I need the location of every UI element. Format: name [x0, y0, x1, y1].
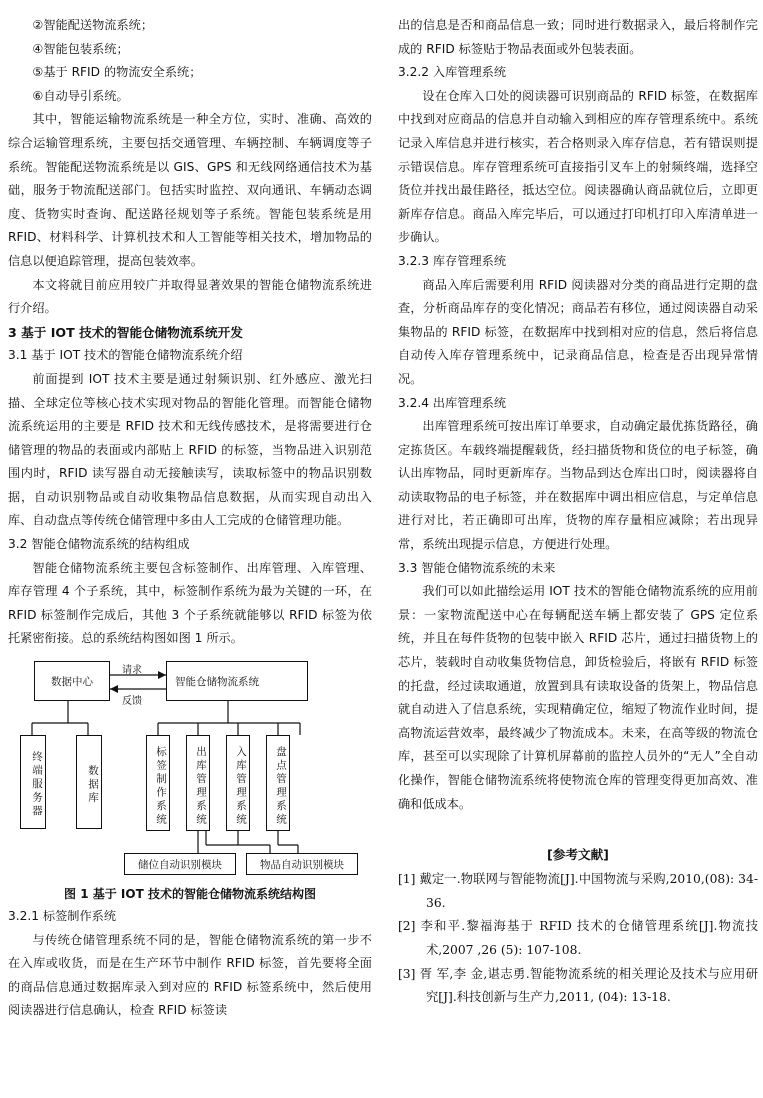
paragraph: 本文将就目前应用较广并取得显著效果的智能仓储物流系统进行介绍。	[8, 277, 372, 316]
paragraph: 设在仓库入口处的阅读器可识别商品的 RFID 标签，在数据库中找到对应商品的信息并自动输入到相应的库存管理系统中。系统记录入库信息并进行核实，若合格则录入库存信息，若有错误则提示错误信息。库存管理系统可直接指引叉车上的射频终端，选择空货位并找出最佳路径，抵达空位。阅读器确认商品就位后，立即更新库存信息。商品入库完毕后，可以通过打印机打印入库清单进一步确认。	[398, 88, 758, 245]
subsection-heading: 3.2 智能仓储物流系统的结构组成	[8, 537, 190, 552]
system-structure-diagram	[8, 659, 372, 881]
inbound-system-box: 入库管理系统	[226, 735, 250, 831]
feedback-label: 反馈	[122, 696, 142, 708]
subsection-heading: 3.1 基于 IOT 技术的智能仓储物流系统介绍	[8, 348, 243, 363]
subsection-heading: 3.3 智能仓储物流系统的未来	[398, 560, 556, 575]
reference-item: [2] 李和平.黎福海基于 RFID 技术的仓储管理系统[J].物流技术,2007 ,26 (5): 107-108.	[398, 919, 758, 957]
paragraph: 与传统仓储管理系统不同的是，智能仓储物流系统的第一步不在入库或收货，而是在生产环节中制作 RFID 标签，首先要将全面的商品信息通过数据库录入到对应的 RFID 标签系统中，然后使用阅读器进行信息确认，检查 RFID 标签读	[8, 932, 372, 1018]
paragraph: 前面提到 IOT 技术主要是通过射频识别、红外感应、激光扫描、全球定位等核心技术实现对物品的智能化管理。而智能仓储物流系统运用的主要是 RFID 技术和无线传感技术，是将需要进行仓储管理的物品的表面或内部贴上 RFID 的标签，当物品进入识别范围内时，RFID 读写器自动无接触读写，读取标签中的物品识别数据，自动识别物品或自动收集物品信息数据，从而实现自动出入库、自动盘点等传统仓储管理中多由人工完成的仓储管理功能。	[8, 371, 372, 528]
paragraph: 出的信息是否和商品信息一致；同时进行数据录入，最后将制作完成的 RFID 标签贴于物品表面或外包装表面。	[398, 18, 758, 56]
subsection-heading: 3.2.3 库存管理系统	[398, 253, 507, 268]
subsection-heading: 3.2.1 标签制作系统	[8, 909, 117, 924]
list-item: ⑤基于 RFID 的物流安全系统；	[32, 65, 202, 80]
database-box: 数据库	[76, 735, 102, 829]
reference-item: [1] 戴定一.物联网与智能物流[J].中国物流与采购,2010,(08): 34-36.	[398, 872, 758, 910]
left-column	[8, 14, 372, 1023]
paragraph: 商品入库后需要利用 RFID 阅读器对分类的商品进行定期的盘查，分析商品库存的变化情况；商品若有移位，通过阅读器自动采集物品的 RFID 标签，在数据库中找到相对应的信息，然后将信息自动传入库存管理系统中，记录商品信息，检查是否出现异常情况。	[398, 277, 758, 386]
paragraph: 出库管理系统可按出库订单要求，自动确定最优拣货路径，确定拣货区。车载终端提醒载货，经扫描货物和货位的电子标签，确认出库物品，同时更新库存。当物品到达仓库出口时，阅读器将自动读取物品的电子标签，并在数据库中调出相应信息，与定单信息进行对比，若正确即可出库，货物的库存量相应减除；若出现异常，系统出现提示信息，方便进行处理。	[398, 419, 758, 552]
main-system-box: 智能仓储物流系统	[166, 661, 308, 701]
list-item: ②智能配送物流系统；	[32, 18, 154, 32]
goods-module-box: 物品自动识别模块	[246, 853, 358, 875]
terminal-server-box: 终端服务器	[20, 735, 46, 829]
section-heading: 3 基于 IOT 技术的智能仓储物流系统开发	[8, 324, 243, 340]
list-item: ⑥自动导引系统。	[32, 88, 129, 103]
references-title: [参考文献]	[547, 847, 609, 863]
reference-item: [3] 胥 军,李 金,谌志勇.智能物流系统的相关理论及技术与应用研究[J].科技创新与生产力,2011, (04): 13-18.	[398, 966, 758, 1005]
request-label: 请求	[122, 665, 142, 677]
location-module-box: 储位自动识别模块	[124, 853, 236, 875]
paragraph: 我们可以如此描绘运用 IOT 技术的智能仓储物流系统的应用前景：一家物流配送中心在每辆配送车辆上都安装了 GPS 定位系统，并且在每件货物的包装中嵌入 RFID 芯片，通过扫描货物上的芯片，装载时自动收集货物信息，卸货检验后，将嵌有 RFID 标签的托盘，经过读取通道，放置到具有读取设备的货架上，物品信息就自动进入了信息系统，实现精确定位，缩短了物流作业时间，提高物流运营效率，最终减少了物流成本。未来，在高等级的物流仓库，甚至可以实现除了计算机屏幕前的监控人员外的“无人”全自动化操作，智能仓储物流系统将使物流仓库的管理变得更加高效、准确和低成本。	[398, 584, 758, 811]
list-item: ④智能包装系统；	[32, 41, 129, 56]
outbound-system-box: 出库管理系统	[186, 735, 210, 831]
label-system-box: 标签制作系统	[146, 735, 170, 831]
subsection-heading: 3.2.2 入库管理系统	[398, 65, 507, 80]
paragraph: 其中，智能运输物流系统是一种全方位，实时、准确、高效的综合运输管理系统，主要包括交通管理、车辆控制、车辆调度等子系统。智能配送物流系统是以 GIS、GPS 和无线网络通信技术为基础，服务于物流配送部门。包括实时监控、双向通讯、车辆动态调度、货物实时查询、配送路径规划等子系统。智能包装系统是用 RFID、材料科学、计算机技术和人工智能等相关技术，增加物品的信息以便追踪管理，提高包装效率。	[8, 112, 372, 268]
subsection-heading: 3.2.4 出库管理系统	[398, 395, 507, 410]
inventory-system-box: 盘点管理系统	[266, 735, 290, 831]
data-center-box: 数据中心	[34, 661, 110, 701]
right-column	[398, 14, 758, 1010]
paragraph: 智能仓储物流系统主要包含标签制作、出库管理、入库管理、库存管理 4 个子系统，其中，标签制作系统为最为关键的一环，在 RFID 标签制作完成后，其他 3 个子系统就能够以 RFID 标签为依托紧密衔接。总的系统结构图如图 1 所示。	[8, 560, 372, 646]
figure-caption: 图 1 基于 IOT 技术的智能仓储物流系统结构图	[64, 887, 316, 902]
